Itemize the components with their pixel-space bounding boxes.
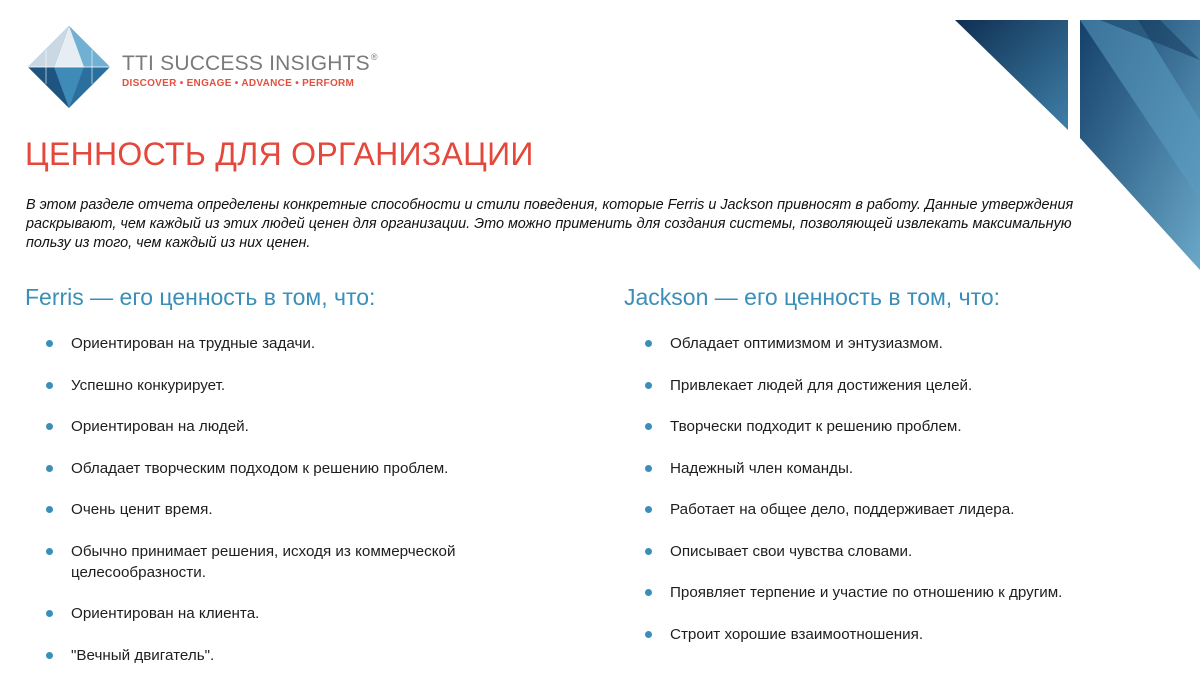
list-item: Обладает оптимизмом и энтузиазмом. (624, 333, 1184, 354)
jackson-column (624, 284, 1184, 665)
intro-paragraph: В этом разделе отчета определены конкретные способности и стили поведения, которые Ferris и Jackson привносят в работу. Данные утверждения раскрывают, чем каждый из этих людей ценен для организации. Это можно применить для создания системы, позволяющей извлекать максимальную пользу из того, чем каждый из них ценен. (26, 197, 1074, 251)
ferris-column (25, 284, 585, 686)
list-item: Ориентирован на клиента. (25, 603, 541, 624)
page-title: ЦЕННОСТЬ ДЛЯ ОРГАНИЗАЦИИ (25, 136, 534, 172)
diamond-logo-icon (24, 22, 114, 112)
list-item: Проявляет терпение и участие по отношению к другим. (624, 582, 1184, 603)
list-item: Надежный член команды. (624, 458, 1184, 479)
list-item: Успешно конкурирует. (25, 375, 541, 396)
list-item: Описывает свои чувства словами. (624, 541, 1184, 562)
list-item: Ориентирован на трудные задачи. (25, 333, 541, 354)
list-item: Обычно принимает решения, исходя из коммерческой целесообразности. (25, 541, 541, 583)
brand-tagline: DISCOVER • ENGAGE • ADVANCE • PERFORM (122, 77, 355, 89)
ferris-heading: Ferris — его ценность в том, что: (25, 284, 376, 310)
list-item: Очень ценит время. (25, 499, 541, 520)
brand-logo (24, 22, 378, 112)
corner-shard-left (955, 20, 1068, 130)
list-item: Работает на общее дело, поддерживает лидера. (624, 499, 1184, 520)
list-item: Обладает творческим подходом к решению проблем. (25, 458, 541, 479)
jackson-heading: Jackson — его ценность в том, что: (624, 284, 1001, 310)
jackson-list (624, 333, 1184, 645)
list-item: Творчески подходит к решению проблем. (624, 416, 1184, 437)
list-item: "Вечный двигатель". (25, 645, 541, 666)
list-item: Привлекает людей для достижения целей. (624, 375, 1184, 396)
list-item: Ориентирован на людей. (25, 416, 541, 437)
ferris-list (25, 333, 585, 666)
list-item: Строит хорошие взаимоотношения. (624, 624, 1184, 645)
brand-name: TTI SUCCESS INSIGHTS® (122, 51, 378, 75)
